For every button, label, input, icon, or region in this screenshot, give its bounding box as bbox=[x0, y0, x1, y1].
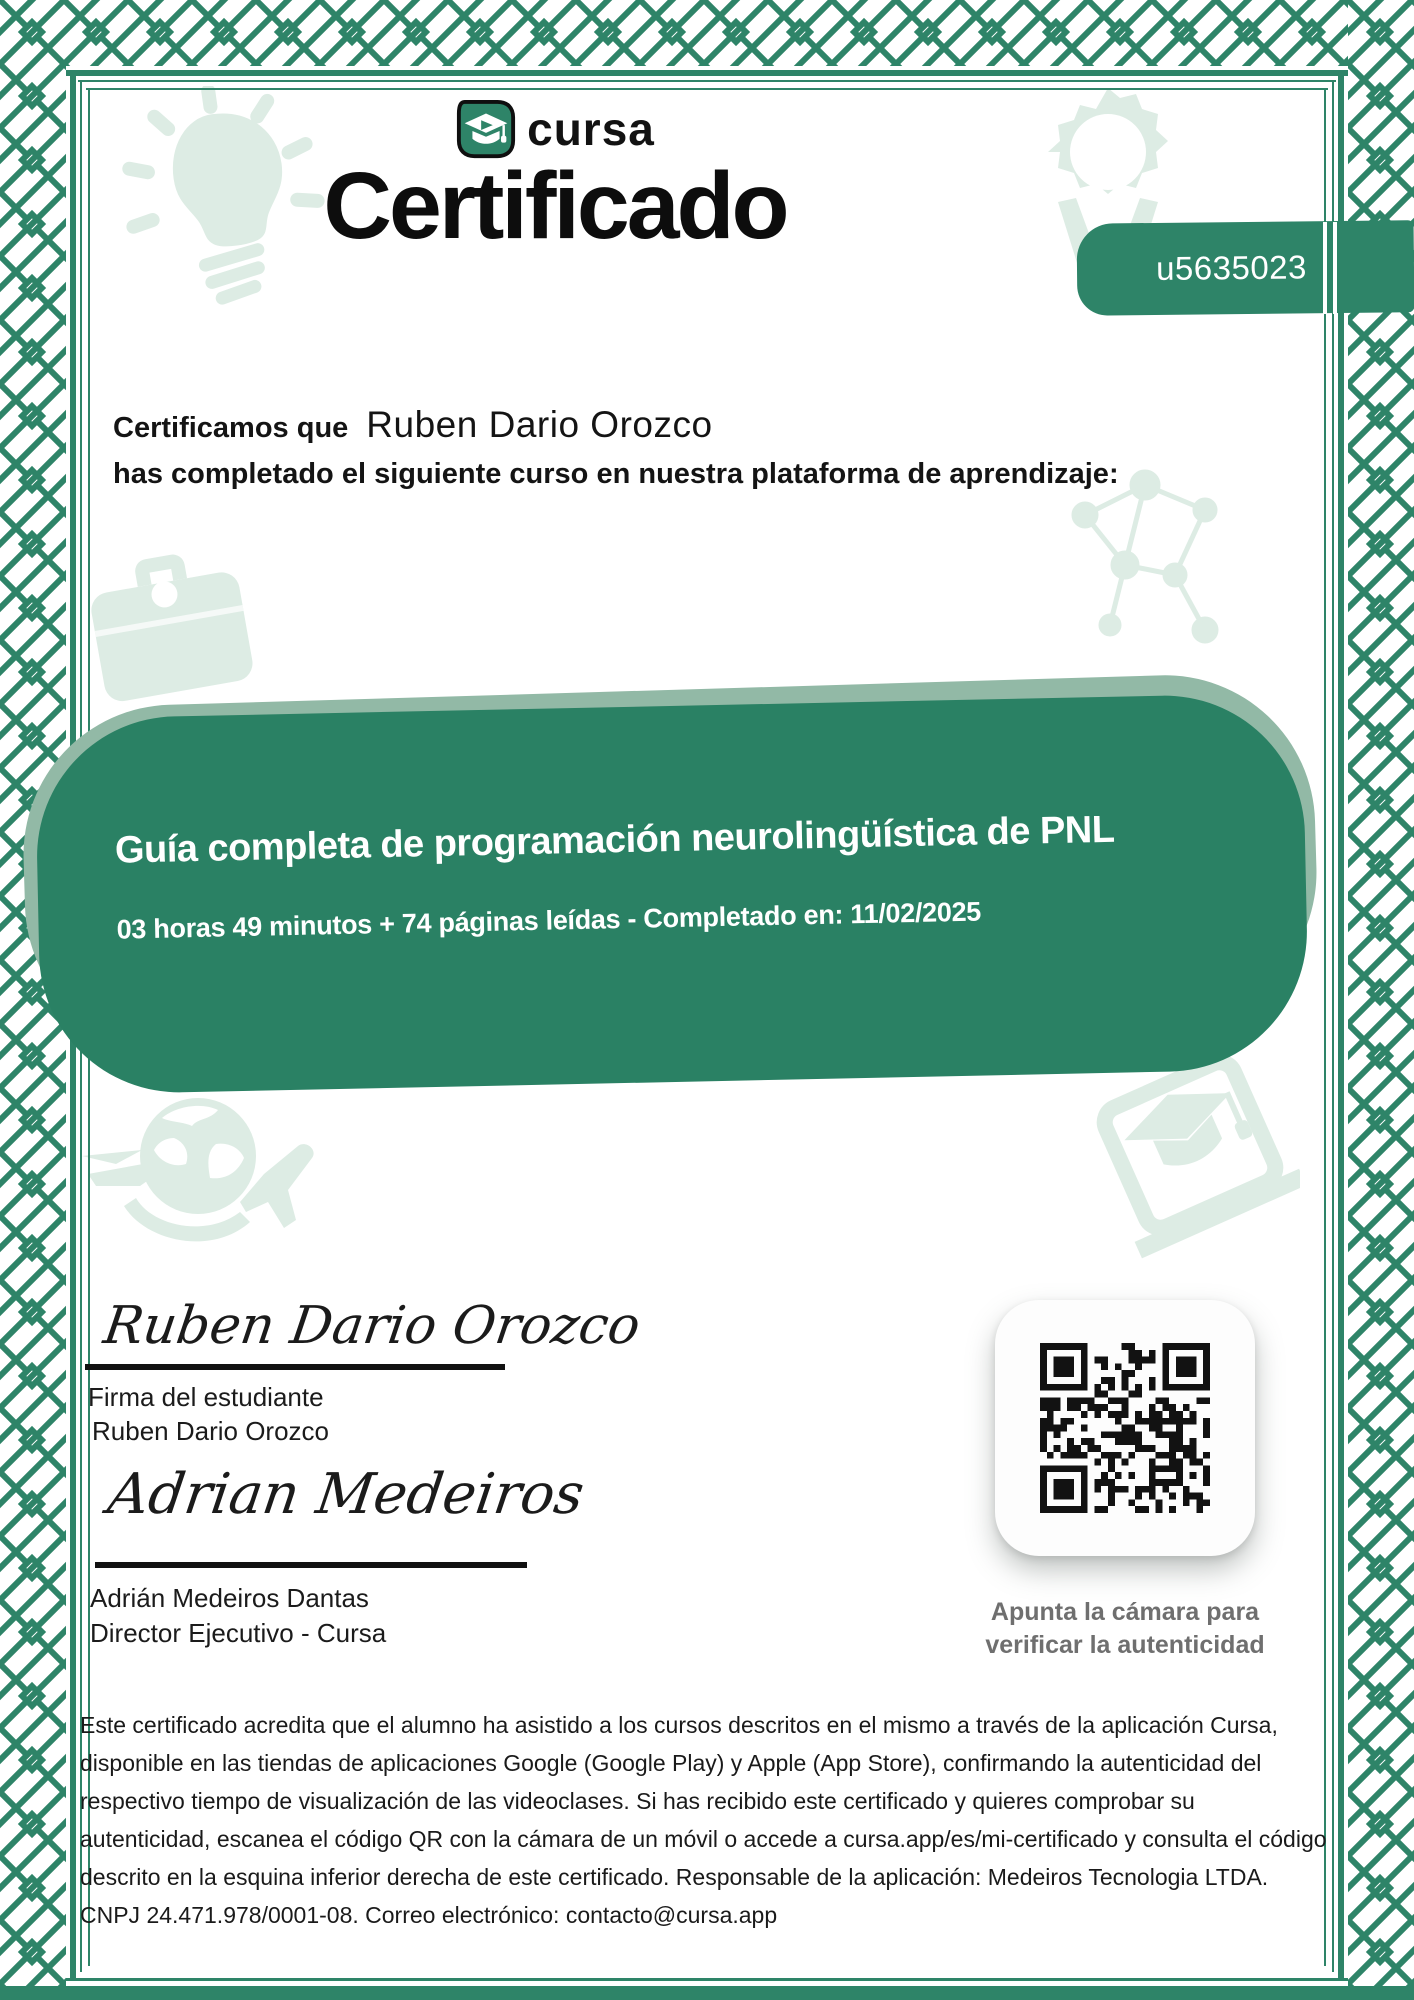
intro-prefix: Certificamos que bbox=[113, 412, 349, 444]
qr-caption-line1: Apunta la cámara para bbox=[990, 1598, 1260, 1626]
student-signature-name: Ruben Dario Orozco bbox=[92, 1416, 329, 1446]
frame-overlay-line-1 bbox=[1323, 222, 1327, 314]
course-title: Guía completa de programación neurolingüística de PNL bbox=[114, 808, 1115, 872]
frame-overlay-line-2 bbox=[1333, 222, 1337, 314]
frame-thin2-top bbox=[86, 88, 1328, 90]
border-pattern-top bbox=[0, 0, 1414, 66]
qr-card bbox=[995, 1300, 1255, 1556]
brand-wordmark: cursa bbox=[527, 103, 655, 155]
certificate-code: u5635023 bbox=[1155, 248, 1308, 287]
frame-thick-top bbox=[66, 70, 1348, 76]
graduation-cap-play-icon bbox=[455, 98, 517, 160]
frame-thick-right bbox=[1338, 70, 1344, 1978]
briefcase-icon bbox=[74, 530, 264, 710]
qr-caption-line2: verificar la autenticidad bbox=[985, 1631, 1265, 1659]
intro-line2: has completado el siguiente curso en nuestra plataforma de aprendizaje: bbox=[113, 458, 1119, 490]
qr-code bbox=[1040, 1343, 1210, 1513]
student-name: Ruben Dario Orozco bbox=[366, 404, 713, 445]
director-signature-script: Adrian Medeiros bbox=[104, 1462, 588, 1527]
globe-travel-icon bbox=[78, 1078, 328, 1268]
director-signature-name: Adrián Medeiros Dantas bbox=[90, 1583, 369, 1613]
brand-logo bbox=[0, 98, 1110, 160]
border-pattern-bottom bbox=[0, 1986, 1414, 2000]
frame-thin1-top bbox=[78, 80, 1336, 82]
certificate-code-badge bbox=[1077, 220, 1414, 316]
certificate-title: Certificado bbox=[323, 153, 787, 259]
qr-caption bbox=[965, 1596, 1285, 1662]
intro-block bbox=[113, 404, 1119, 491]
student-signature-script: Ruben Dario Orozco bbox=[100, 1296, 644, 1356]
course-blob bbox=[34, 693, 1310, 1095]
director-signature-line bbox=[95, 1562, 527, 1568]
student-signature-line bbox=[85, 1364, 505, 1370]
frame-thin2-right bbox=[1324, 88, 1326, 1966]
frame-thin-bottom bbox=[66, 1978, 1348, 1981]
student-signature-label: Firma del estudiante bbox=[88, 1382, 324, 1412]
director-signature-role: Director Ejecutivo - Cursa bbox=[90, 1618, 387, 1648]
course-details: 03 horas 49 minutos + 74 páginas leídas - Completado en: 11/02/2025 bbox=[116, 896, 982, 945]
frame-thin1-right bbox=[1332, 80, 1334, 1972]
footer-disclaimer: Este certificado acredita que el alumno ha asistido a los cursos descritos en el mismo a través de la aplicación Cursa, disponible en las tiendas de aplicaciones Google (Google Play) y Apple (App Store), confirmando la autenticidad del respectivo tiempo de visualización de las videoclases. Si has recibido este certificado y quieres comprobar su autenticidad, escanea el código QR con la cámara de un móvil o accede a cursa.app/es/mi-certificado y consulta el código descrito en la esquina inferior derecha de este certificado. Responsable de la aplicación: Medeiros Tecnologia LTDA. CNPJ 24.471.978/0001-08. Correo electrónico: contacto@cursa.app bbox=[80, 1712, 1327, 1928]
